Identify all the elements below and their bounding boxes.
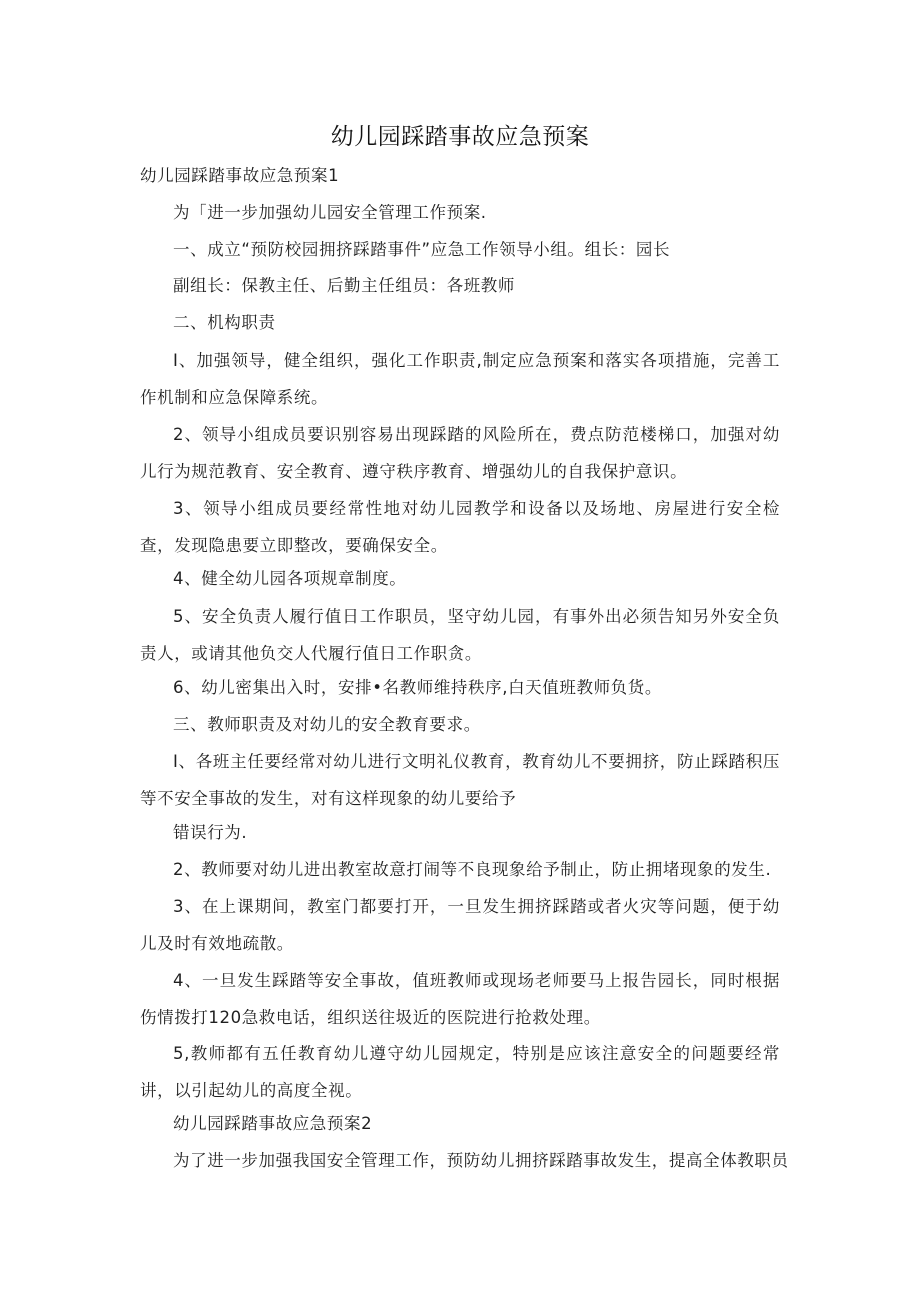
paragraph-section-three-heading: 三、教师职责及对幼儿的安全教育要求。 [173, 715, 481, 734]
section-heading-1: 幼儿园踩踏事故应急预案1 [140, 166, 340, 185]
paragraph-teacher-1: I、各班主任要经常对幼儿进行文明礼仪教育，教育幼儿不要拥挤，防止踩踏积压等不安全事故的发生，对有这样现象的幼儿要给予 [140, 752, 780, 808]
paragraph-duty-3: 3、领导小组成员要经常性地对幼儿园教学和设备以及场地、房屋进行安全检查，发现隐患要立即整改，要确保安全。 [140, 499, 780, 555]
paragraph-leadership-group: 一、成立“预防校园拥挤踩踏事件”应急工作领导小组。组长：园长 [173, 240, 671, 259]
paragraph-duty-6: 6、幼儿密集出入时，安排•名教师维持秩序,白天值班教师负货。 [173, 678, 662, 697]
paragraph-teacher-5: 5,教师都有五任教育幼儿遵守幼儿园规定，特别是应该注意安全的问题要经常讲，以引起幼儿的高度全视。 [140, 1044, 780, 1100]
document-title: 幼儿园踩踏事故应急预案 [330, 124, 590, 150]
paragraph-section-two-heading: 二、机构职责 [173, 313, 276, 332]
paragraph-teacher-1-continued: 错误行为. [173, 823, 248, 842]
paragraph-duty-1: I、加强领导，健全组织，强化工作职责,制定应急预案和落实各项措施，完善工作机制和应急保障系统。 [140, 351, 780, 407]
section-heading-2: 幼儿园踩踏事故应急预案2 [173, 1114, 373, 1133]
paragraph-teacher-4: 4、一旦发生踩踏等安全事故，值班教师或现场老师要马上报告园长，同时根据伤情拨打120急救电话，组织送往圾近的医院进行抢救处理。 [140, 971, 780, 1027]
paragraph-teacher-2: 2、教师要对幼儿进出教室故意打闹等不良现象给予制止，防止拥堵现象的发生. [173, 860, 772, 879]
paragraph-plan-2-intro: 为了进一步加强我国安全管理工作，预防幼儿拥挤踩踏事故发生，提高全体教职员 [173, 1151, 789, 1170]
paragraph-teacher-3: 3、在上课期间，教室门都要打开，一旦发生拥挤踩踏或者火灾等问题，便于幼儿及时有效地疏散。 [140, 897, 780, 953]
paragraph-duty-4: 4、健全幼儿园各项规章制度。 [173, 569, 407, 588]
paragraph-duty-5: 5、安全负责人履行值日工作职员，坚守幼儿园，有事外出必须告知另外安全负责人，或请其他负交人代履行值日工作职贪。 [140, 607, 780, 663]
paragraph-intro: 为「进一步加强幼儿园安全管理工作预案. [173, 203, 487, 222]
paragraph-duty-2: 2、领导小组成员要识别容易出现踩踏的风险所在，费点防范楼梯口，加强对幼儿行为规范教育、安全教育、遵守秩序教育、增强幼儿的自我保护意识。 [140, 425, 780, 481]
paragraph-deputy-members: 副组长：保教主任、后勤主任组员：各班教师 [173, 276, 515, 295]
